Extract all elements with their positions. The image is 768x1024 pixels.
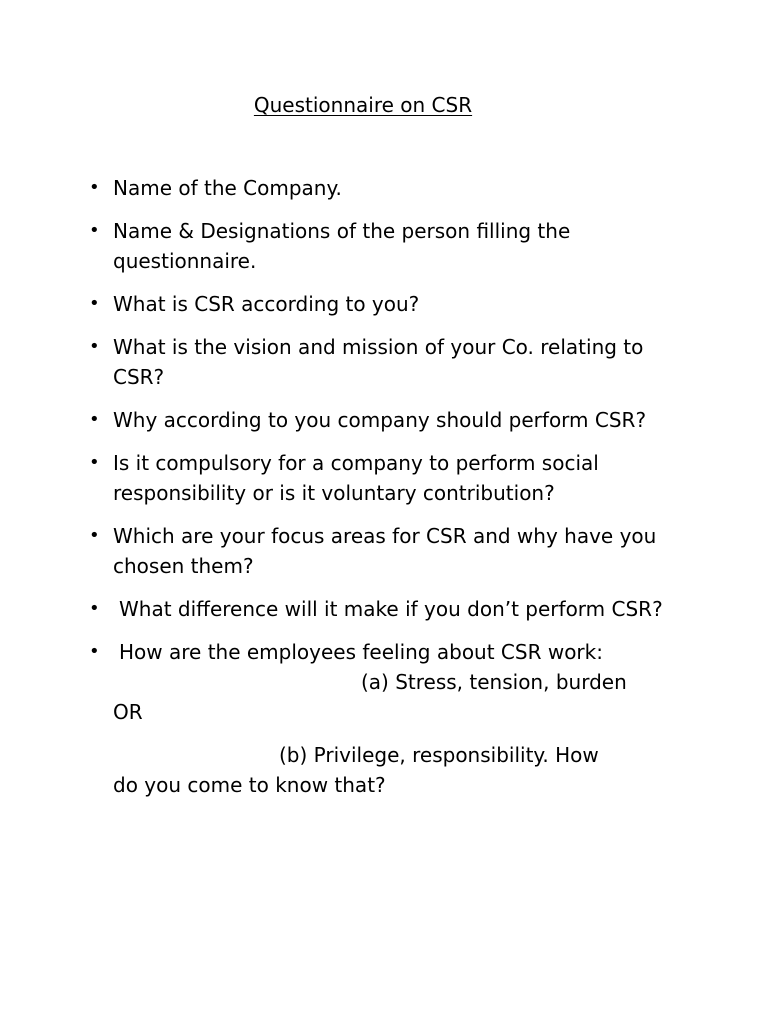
question-text: Is it compulsory for a company to perform social responsibility or is it voluntary contribution? xyxy=(113,451,599,505)
list-item xyxy=(0,521,768,581)
bullet-icon: • xyxy=(89,598,100,619)
option-b-text: (b) Privilege, responsibility. How xyxy=(279,743,599,767)
list-item xyxy=(0,405,768,435)
question-text: What is CSR according to you? xyxy=(113,292,420,316)
option-a-text: (a) Stress, tension, burden xyxy=(361,670,627,694)
list-item xyxy=(0,216,768,276)
bullet-icon: • xyxy=(89,220,100,241)
list-item xyxy=(0,637,768,800)
bullet-icon: • xyxy=(89,409,100,430)
question-text: Why according to you company should perform CSR? xyxy=(113,408,647,432)
list-item xyxy=(0,289,768,319)
question-text: Name of the Company. xyxy=(113,176,342,200)
or-text: OR xyxy=(113,700,143,724)
bullet-icon: • xyxy=(89,293,100,314)
document-title: Questionnaire on CSR xyxy=(253,93,473,117)
list-item xyxy=(0,594,768,624)
bullet-icon: • xyxy=(89,177,100,198)
question-text: Which are your focus areas for CSR and why have you chosen them? xyxy=(113,524,657,578)
question-list xyxy=(0,173,768,813)
option-b-continuation: do you come to know that? xyxy=(113,773,386,797)
list-item xyxy=(0,448,768,508)
bullet-icon: • xyxy=(89,525,100,546)
bullet-icon: • xyxy=(89,452,100,473)
bullet-icon: • xyxy=(89,641,100,662)
list-item xyxy=(0,332,768,392)
question-text: What difference will it make if you don’t perform CSR? xyxy=(119,597,663,621)
question-text: Name & Designations of the person filling the questionnaire. xyxy=(113,219,571,273)
question-text: How are the employees feeling about CSR work: xyxy=(119,640,603,664)
list-item xyxy=(0,173,768,203)
bullet-icon: • xyxy=(89,336,100,357)
question-text: What is the vision and mission of your Co. relating to CSR? xyxy=(113,335,644,389)
